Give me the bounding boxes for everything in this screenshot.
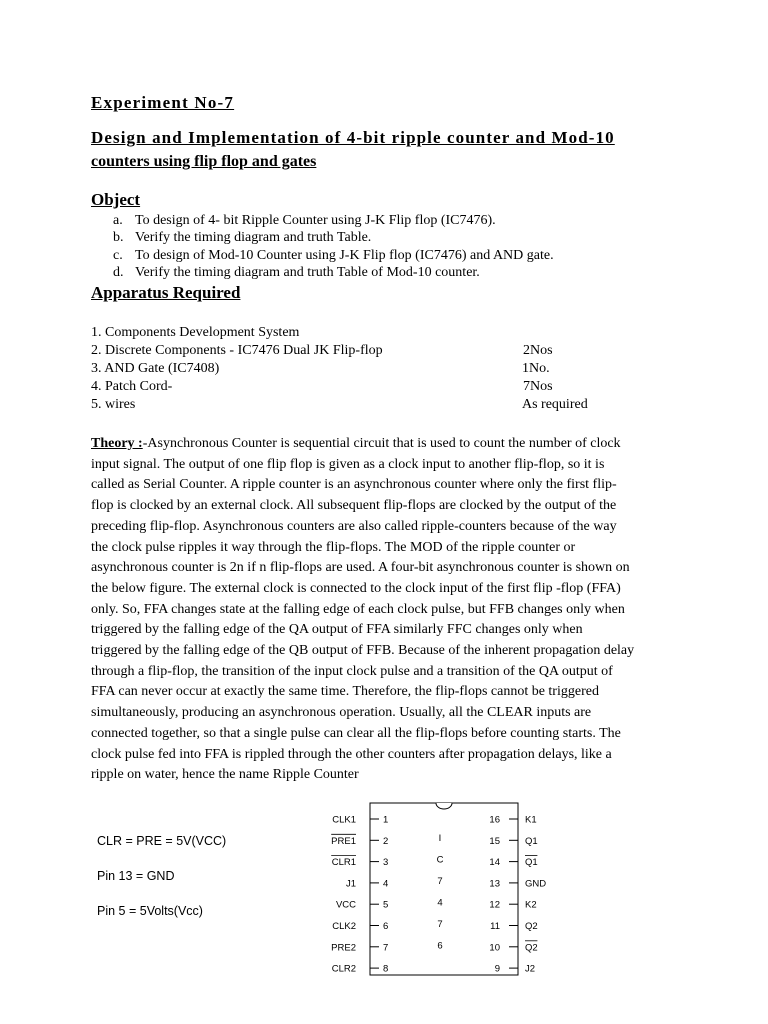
pin-number: 2 (383, 835, 389, 847)
pin-number: 12 (489, 899, 500, 911)
main-title-line1: Design and Implementation of 4-bit ripple counter and Mod-10 (91, 128, 615, 147)
apparatus-heading: Apparatus Required (91, 283, 241, 302)
main-title (91, 128, 678, 171)
ic-center-label: 7 (437, 919, 443, 930)
pin-number: 4 (383, 878, 389, 890)
ic7476-pinout-diagram (300, 795, 570, 985)
pin-number: 6 (383, 921, 389, 932)
ic-center-label: 4 (437, 897, 443, 909)
ic-center-label: 7 (437, 876, 443, 887)
pin-number: 14 (489, 857, 500, 869)
list-item: 1. Components Development System (91, 325, 300, 340)
pin-label: Q1 (525, 857, 538, 869)
pin-number: 8 (383, 963, 389, 975)
list-item: d. Verify the timing diagram and truth Table of Mod-10 counter. (113, 264, 480, 280)
ic-center-label: C (436, 854, 444, 866)
pin-label: Q2 (525, 921, 538, 932)
pin-label: CLK2 (332, 921, 356, 932)
main-title-line2: counters using flip flop and gates (91, 153, 317, 170)
pin-label: GND (525, 878, 547, 890)
list-item: 3. AND Gate (IC7408) 1No. (91, 361, 550, 376)
note-clr-pre: CLR = PRE = 5V(VCC) (97, 834, 227, 848)
list-item: c. To design of Mod-10 Counter using J-K Flip flop (IC7476) and AND gate. (113, 247, 554, 263)
pin-number: 1 (383, 814, 389, 826)
pin-label: Q1 (525, 835, 538, 847)
note-pin5: Pin 5 = 5Volts(Vcc) (97, 904, 203, 918)
ic-center-label: I (438, 833, 442, 844)
theory-label: Theory : (91, 436, 143, 451)
list-item: a. To design of 4- bit Ripple Counter using J-K Flip flop (IC7476). (113, 213, 496, 228)
pin-label: J2 (525, 963, 536, 975)
pin-number: 9 (494, 963, 500, 975)
pin-number: 5 (383, 899, 389, 911)
pin-label: VCC (335, 899, 356, 911)
list-item: 2. Discrete Components - IC7476 Dual JK Flip-flop 2Nos (91, 343, 553, 358)
pin-label: PRE1 (331, 835, 356, 847)
pin-label: PRE2 (331, 942, 356, 954)
pin-label: J1 (345, 878, 356, 890)
pin-label: K1 (525, 814, 537, 826)
list-item: b. Verify the timing diagram and truth Table. (113, 230, 372, 246)
pin-label: CLK1 (332, 814, 356, 826)
pin-number: 13 (489, 878, 500, 890)
pin-label: Q2 (525, 942, 538, 954)
pin-number: 7 (383, 942, 389, 954)
ic-center-label: 6 (437, 940, 443, 952)
pin-number: 15 (489, 835, 500, 847)
ic-notch (436, 803, 452, 809)
note-pin13: Pin 13 = GND (97, 869, 175, 883)
apparatus-list (91, 324, 611, 414)
pin-number: 16 (489, 814, 500, 826)
object-heading: Object (91, 190, 141, 209)
pin-number: 11 (490, 921, 500, 932)
theory-paragraph: Theory :-Asynchronous Counter is sequential circuit that is used to count the number of clock input signal. The output of one flip flop is given as a clock input to another flip-flop, so it is called as Serial Counter. A ripple counter is an asynchronous counter where only the first flip- flop is clocked by an external clock. All subsequent flip-flops are clocked by the output of the preceding flip-flop. Asynchronous counters are also called ripple-counters because of the way the clock pulse ripples it way through the flip-flops. The MOD of the ripple counter or asynchronous counter is 2n if n flip-flops are used. A four-bit asynchronous counter is shown on the below figure. The external clock is connected to the clock input of the first flip -flop (FFA) only. So, FFA changes state at the falling edge of each clock pulse, but FFB changes only when triggered by the falling edge of the QA output of FFA similarly FFC changes only when triggered by the falling edge of the QB output of FFB. Because of the inherent propagation delay through a flip-flop, the transition of the input clock pulse and a transition of the QA output of FFA can never occur at exactly the same time. Therefore, the flip-flops cannot be triggered simultaneously, producing an asynchronous operation. Usually, all the CLEAR inputs are connected together, so that a single pulse can clear all the flip-flops before counting starts. The clock pulse fed into FFA is rippled through the other counters after propagation delays, like a ripple on water, hence the name Ripple Counter (91, 436, 635, 783)
pin-number: 10 (489, 942, 500, 954)
list-item: 4. Patch Cord- 7Nos (91, 379, 553, 394)
pin-label: K2 (525, 899, 537, 911)
pin-number: 3 (383, 857, 389, 869)
experiment-title: Experiment No-7 (91, 93, 235, 112)
object-list (113, 212, 554, 281)
pin-label: CLR2 (331, 963, 356, 975)
pin-label: CLR1 (331, 857, 356, 869)
list-item: 5. wires As required (91, 397, 588, 412)
